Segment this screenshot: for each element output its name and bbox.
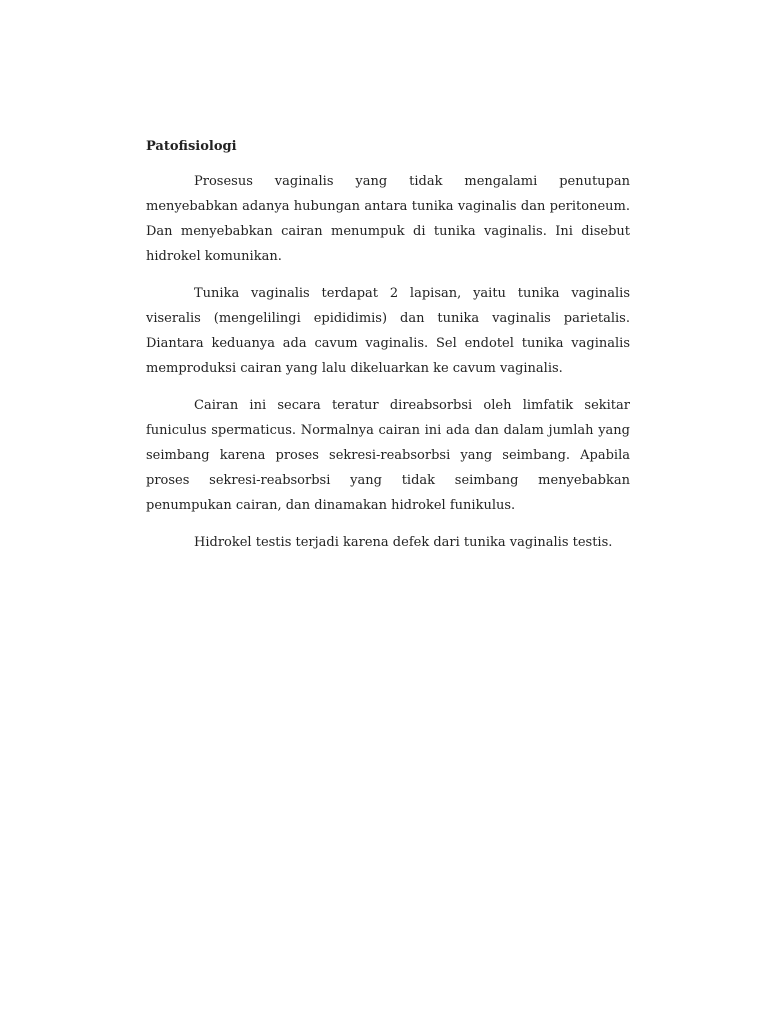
paragraph-3: Cairan ini secara teratur direabsorbsi oleh limfatik sekitar funiculus spermaticus. Normalnya cairan ini ada dan dalam jumlah yang seimbang karena proses sekresi-reabsorbsi yang seimbang. Apabila proses sekresi-reabsorbsi yang tidak seimbang menyebabkan penumpukan cairan, dan dinamakan hidrokel funikulus. (146, 398, 630, 513)
paragraph-4: Hidrokel testis terjadi karena defek dari tunika vaginalis testis. (194, 535, 613, 550)
section-heading: Patofisiologi (146, 139, 237, 154)
paragraph-2: Tunika vaginalis terdapat 2 lapisan, yaitu tunika vaginalis viseralis (mengelilingi epididimis) dan tunika vaginalis parietalis. Diantara keduanya ada cavum vaginalis. Sel endotel tunika vaginalis memproduksi cairan yang lalu dikeluarkan ke cavum vaginalis. (146, 286, 630, 376)
paragraph-1: Prosesus vaginalis yang tidak mengalami penutupan menyebabkan adanya hubungan antara tunika vaginalis dan peritoneum. Dan menyebabkan cairan menumpuk di tunika vaginalis. Ini disebut hidrokel komunikan. (146, 174, 630, 264)
document-body (146, 136, 630, 567)
